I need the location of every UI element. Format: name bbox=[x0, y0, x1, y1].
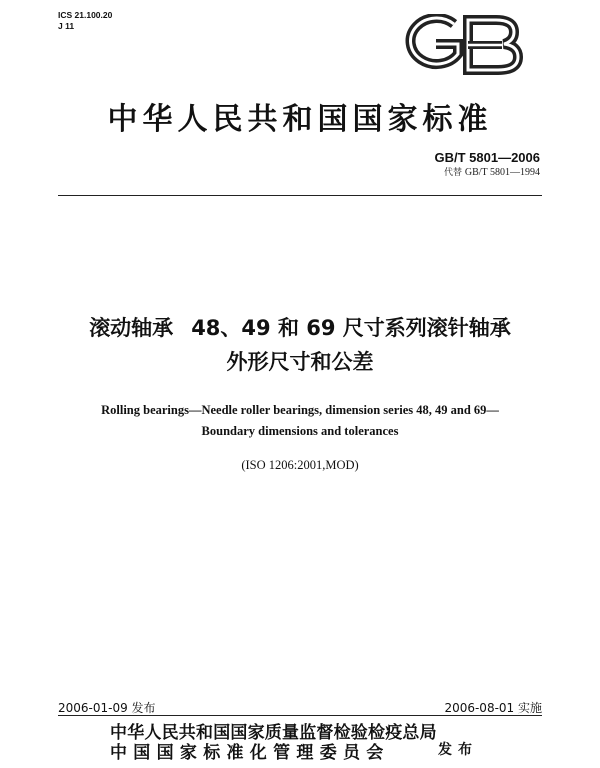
title-cn-line2: 外形尺寸和公差 bbox=[226, 350, 374, 374]
issuer-sac: 中国国家标准化管理委员会 bbox=[110, 743, 390, 763]
title-cn-part-b: 48、49 和 69 尺寸系列滚针轴承 bbox=[191, 316, 511, 340]
title-en-line1: Rolling bearings—Needle roller bearings, dimension series 48, 49 and 69— bbox=[101, 403, 499, 417]
issue-date: 2006-01-09 发布 bbox=[58, 701, 156, 715]
issuing-authorities bbox=[110, 723, 437, 763]
bottom-divider bbox=[58, 715, 542, 716]
publish-label: 发布 bbox=[438, 742, 478, 758]
org-title: 中华人民共和国国家标准 bbox=[107, 102, 493, 137]
gb-logo bbox=[396, 14, 528, 76]
chinese-title bbox=[0, 311, 600, 379]
replaces-prefix: 代替 bbox=[444, 168, 463, 178]
ccs-code: J 11 bbox=[58, 21, 75, 31]
issuer-aqsiq: 中华人民共和国国家质量监督检验检疫总局 bbox=[110, 723, 437, 743]
top-divider bbox=[58, 195, 542, 196]
ics-code: ICS 21.100.20 bbox=[58, 10, 113, 20]
iso-reference: (ISO 1206:2001,MOD) bbox=[241, 458, 359, 472]
replaces-code: GB/T 5801—1994 bbox=[464, 167, 540, 178]
replaces-note bbox=[444, 165, 540, 178]
english-title bbox=[0, 400, 600, 442]
title-en-line2: Boundary dimensions and tolerances bbox=[201, 424, 399, 438]
classification-codes bbox=[58, 10, 112, 32]
implementation-date: 2006-08-01 实施 bbox=[444, 701, 542, 715]
standard-number: GB/T 5801—2006 bbox=[434, 150, 540, 165]
title-cn-part-a: 滚动轴承 bbox=[89, 316, 174, 340]
